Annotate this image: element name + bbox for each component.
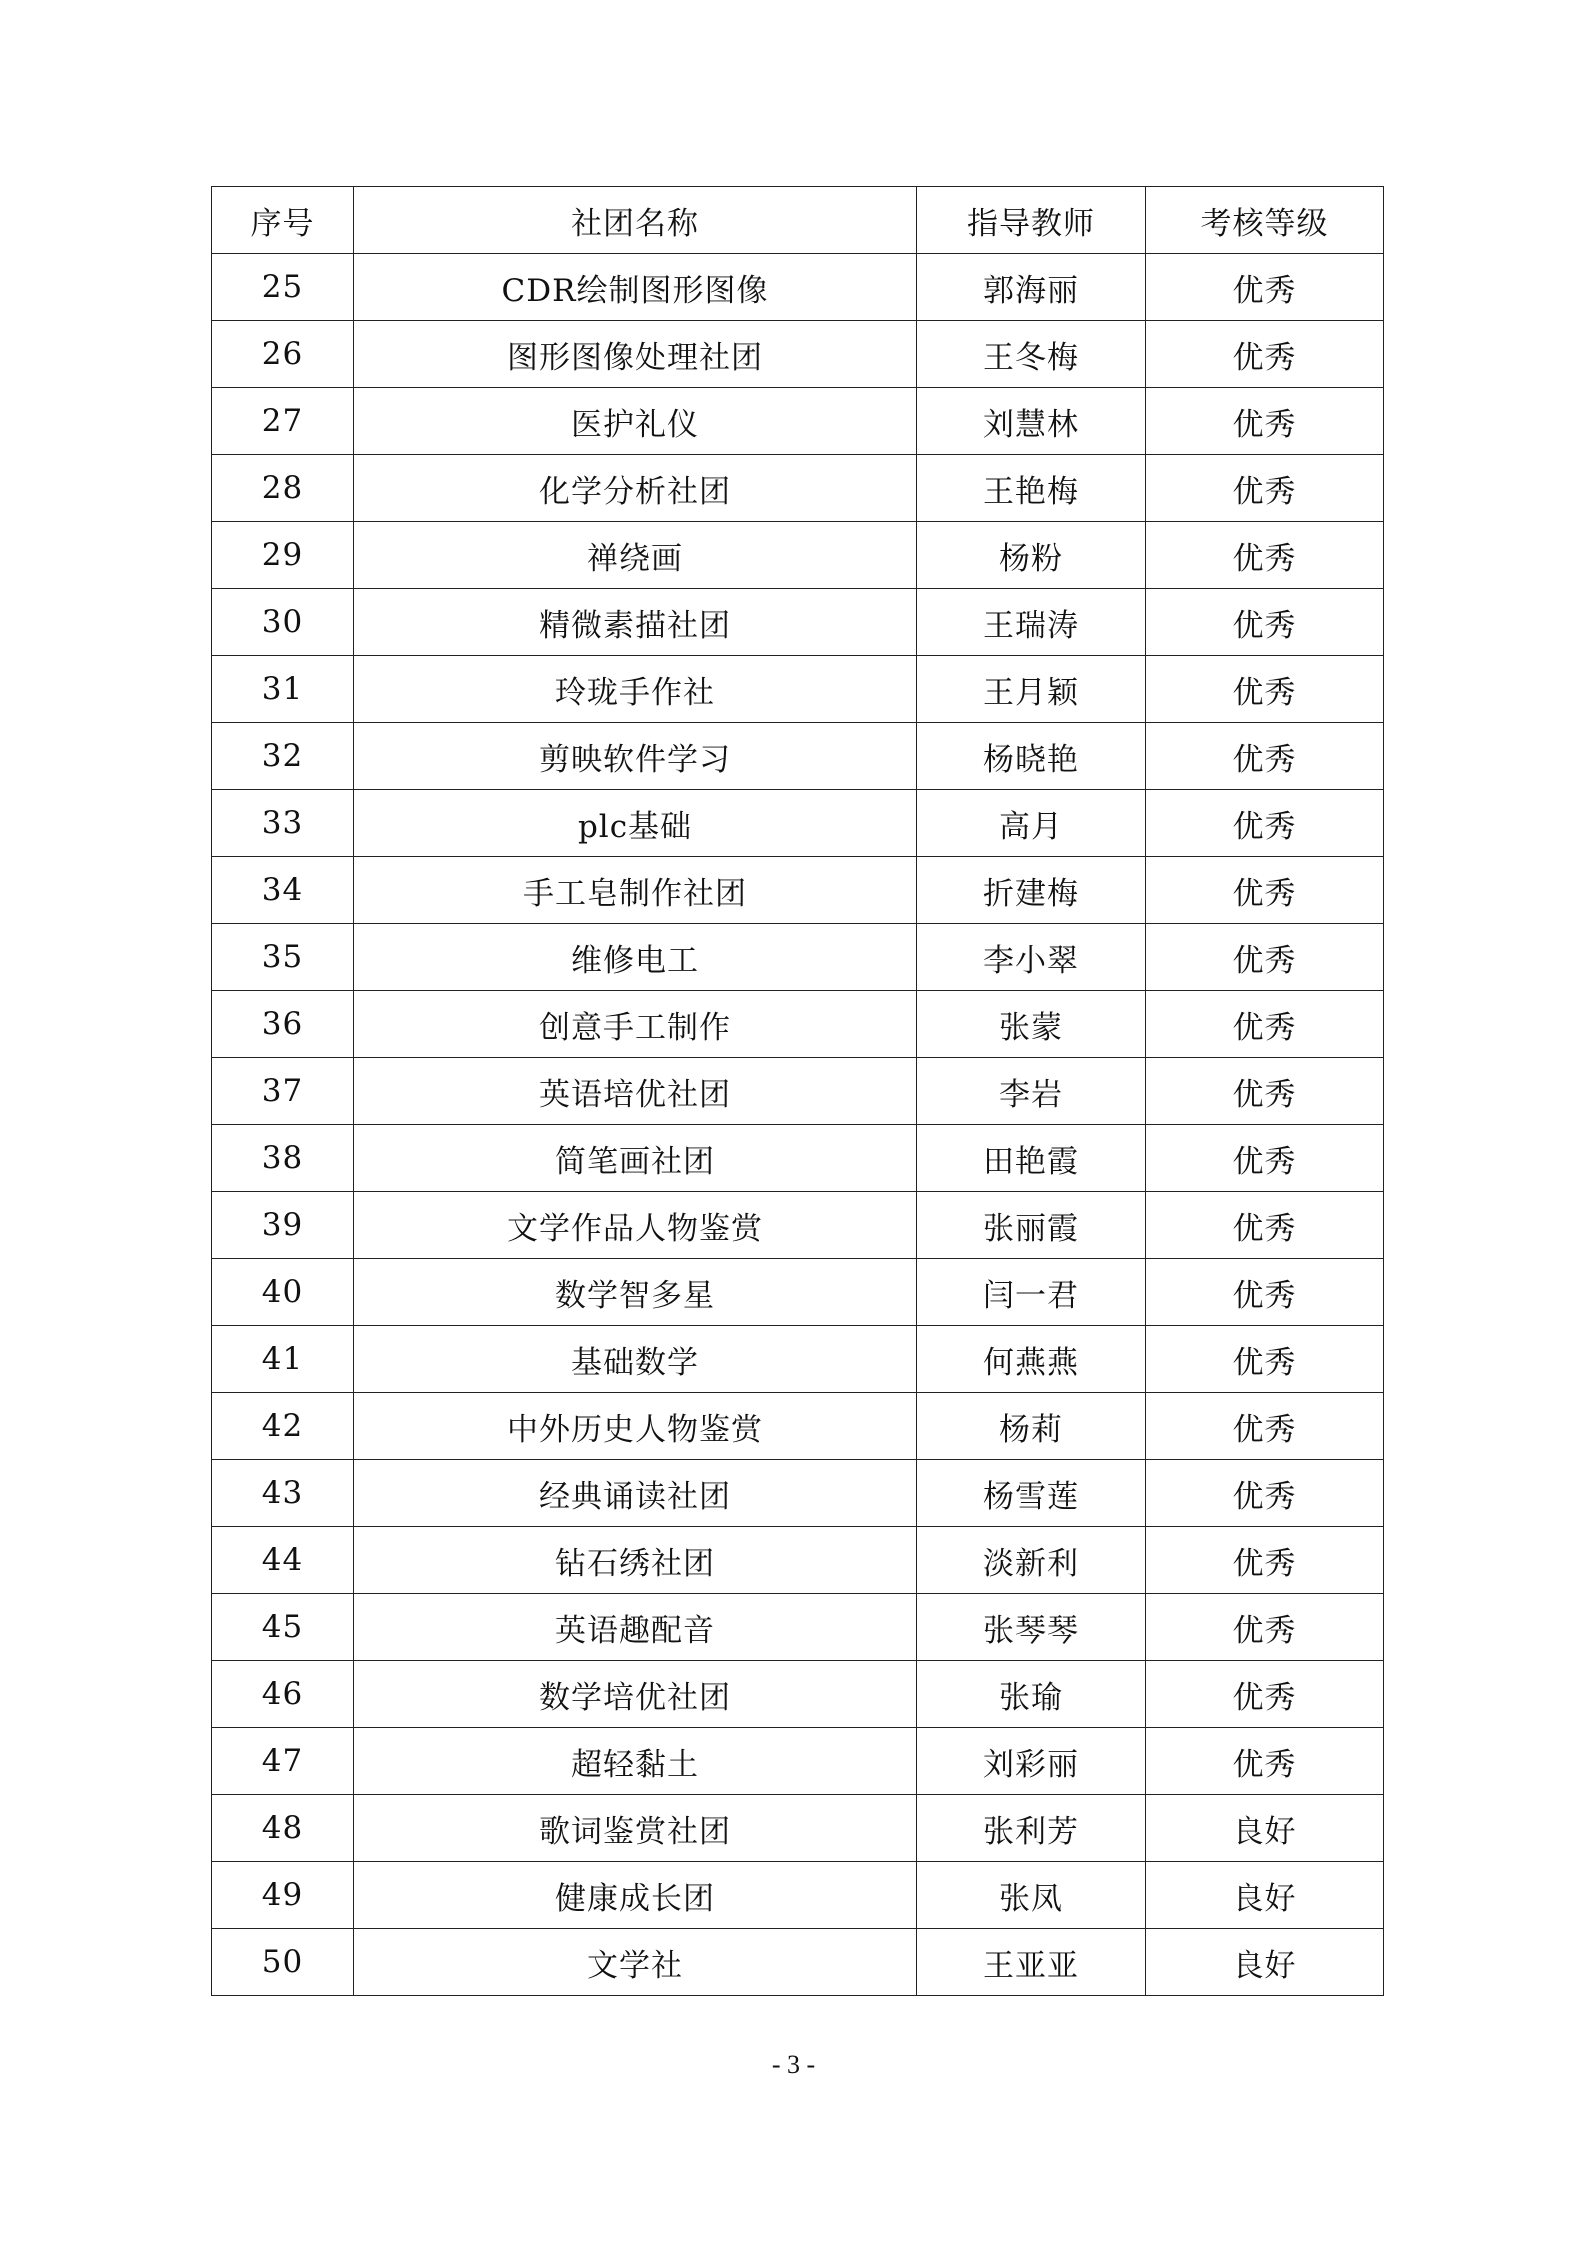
cell-teacher: 张利芳	[917, 1795, 1146, 1862]
cell-grade: 优秀	[1146, 857, 1384, 924]
table-row	[212, 790, 1384, 857]
table-row	[212, 1929, 1384, 1996]
cell-index: 31	[212, 656, 354, 723]
cell-club-name: 维修电工	[354, 924, 917, 991]
cell-index: 25	[212, 254, 354, 321]
table-row	[212, 1326, 1384, 1393]
table-row	[212, 1594, 1384, 1661]
table-row	[212, 254, 1384, 321]
cell-index: 42	[212, 1393, 354, 1460]
cell-index: 27	[212, 388, 354, 455]
cell-grade: 优秀	[1146, 522, 1384, 589]
cell-grade: 优秀	[1146, 790, 1384, 857]
cell-teacher: 王冬梅	[917, 321, 1146, 388]
cell-index: 41	[212, 1326, 354, 1393]
cell-teacher: 杨莉	[917, 1393, 1146, 1460]
header-teacher: 指导教师	[917, 187, 1146, 254]
table-body	[212, 254, 1384, 1996]
cell-club-name: 手工皂制作社团	[354, 857, 917, 924]
cell-grade: 优秀	[1146, 388, 1384, 455]
cell-club-name: 中外历史人物鉴赏	[354, 1393, 917, 1460]
cell-club-name: 英语培优社团	[354, 1058, 917, 1125]
table-row	[212, 388, 1384, 455]
cell-index: 32	[212, 723, 354, 790]
cell-club-name: 钻石绣社团	[354, 1527, 917, 1594]
header-index: 序号	[212, 187, 354, 254]
page-number: - 3 -	[771, 2050, 816, 2079]
cell-teacher: 折建梅	[917, 857, 1146, 924]
cell-index: 49	[212, 1862, 354, 1929]
cell-index: 44	[212, 1527, 354, 1594]
cell-index: 34	[212, 857, 354, 924]
cell-grade: 优秀	[1146, 1393, 1384, 1460]
cell-club-name: 文学作品人物鉴赏	[354, 1192, 917, 1259]
cell-club-name: 医护礼仪	[354, 388, 917, 455]
table-row	[212, 1728, 1384, 1795]
cell-grade: 优秀	[1146, 723, 1384, 790]
table-row	[212, 991, 1384, 1058]
cell-index: 38	[212, 1125, 354, 1192]
cell-club-name: 经典诵读社团	[354, 1460, 917, 1527]
table-row	[212, 656, 1384, 723]
cell-teacher: 李岩	[917, 1058, 1146, 1125]
table-row	[212, 1795, 1384, 1862]
cell-teacher: 杨雪莲	[917, 1460, 1146, 1527]
table-header-row	[212, 187, 1384, 254]
cell-grade: 优秀	[1146, 321, 1384, 388]
cell-teacher: 杨粉	[917, 522, 1146, 589]
cell-grade: 优秀	[1146, 1259, 1384, 1326]
cell-teacher: 王艳梅	[917, 455, 1146, 522]
cell-grade: 良好	[1146, 1795, 1384, 1862]
cell-teacher: 淡新利	[917, 1527, 1146, 1594]
cell-grade: 优秀	[1146, 991, 1384, 1058]
cell-teacher: 张凤	[917, 1862, 1146, 1929]
header-club-name: 社团名称	[354, 187, 917, 254]
cell-club-name: 英语趣配音	[354, 1594, 917, 1661]
cell-teacher: 高月	[917, 790, 1146, 857]
cell-club-name: 文学社	[354, 1929, 917, 1996]
cell-grade: 优秀	[1146, 254, 1384, 321]
cell-club-name: 图形图像处理社团	[354, 321, 917, 388]
cell-club-name: 基础数学	[354, 1326, 917, 1393]
cell-teacher: 张丽霞	[917, 1192, 1146, 1259]
cell-teacher: 王瑞涛	[917, 589, 1146, 656]
cell-grade: 优秀	[1146, 1728, 1384, 1795]
cell-grade: 优秀	[1146, 656, 1384, 723]
cell-teacher: 刘慧林	[917, 388, 1146, 455]
table-row	[212, 1527, 1384, 1594]
cell-club-name: 数学智多星	[354, 1259, 917, 1326]
table-row	[212, 455, 1384, 522]
cell-index: 29	[212, 522, 354, 589]
cell-club-name: 化学分析社团	[354, 455, 917, 522]
cell-club-name: 健康成长团	[354, 1862, 917, 1929]
cell-grade: 优秀	[1146, 455, 1384, 522]
cell-club-name: 创意手工制作	[354, 991, 917, 1058]
cell-club-name: 剪映软件学习	[354, 723, 917, 790]
cell-club-name: 超轻黏土	[354, 1728, 917, 1795]
table-row	[212, 723, 1384, 790]
cell-teacher: 何燕燕	[917, 1326, 1146, 1393]
cell-index: 45	[212, 1594, 354, 1661]
club-assessment-table	[211, 186, 1384, 1996]
cell-grade: 优秀	[1146, 1192, 1384, 1259]
cell-index: 30	[212, 589, 354, 656]
table-row	[212, 857, 1384, 924]
cell-teacher: 张蒙	[917, 991, 1146, 1058]
cell-teacher: 王亚亚	[917, 1929, 1146, 1996]
cell-club-name: plc基础	[354, 790, 917, 857]
cell-index: 50	[212, 1929, 354, 1996]
table-row	[212, 321, 1384, 388]
cell-teacher: 田艳霞	[917, 1125, 1146, 1192]
cell-teacher: 闫一君	[917, 1259, 1146, 1326]
table-row	[212, 522, 1384, 589]
cell-index: 46	[212, 1661, 354, 1728]
cell-grade: 优秀	[1146, 1058, 1384, 1125]
cell-grade: 优秀	[1146, 1661, 1384, 1728]
cell-grade: 优秀	[1146, 924, 1384, 991]
cell-club-name: 简笔画社团	[354, 1125, 917, 1192]
table-row	[212, 1125, 1384, 1192]
cell-teacher: 杨晓艳	[917, 723, 1146, 790]
table-row	[212, 1192, 1384, 1259]
table-row	[212, 1862, 1384, 1929]
cell-club-name: 精微素描社团	[354, 589, 917, 656]
cell-index: 40	[212, 1259, 354, 1326]
table-row	[212, 1460, 1384, 1527]
cell-club-name: 禅绕画	[354, 522, 917, 589]
cell-grade: 优秀	[1146, 1125, 1384, 1192]
cell-grade: 优秀	[1146, 1527, 1384, 1594]
cell-index: 28	[212, 455, 354, 522]
cell-grade: 优秀	[1146, 1326, 1384, 1393]
cell-grade: 优秀	[1146, 1460, 1384, 1527]
table-row	[212, 924, 1384, 991]
cell-teacher: 张琴琴	[917, 1594, 1146, 1661]
cell-index: 35	[212, 924, 354, 991]
cell-teacher: 郭海丽	[917, 254, 1146, 321]
header-grade: 考核等级	[1146, 187, 1384, 254]
cell-club-name: 数学培优社团	[354, 1661, 917, 1728]
cell-grade: 优秀	[1146, 1594, 1384, 1661]
table-row	[212, 1661, 1384, 1728]
cell-teacher: 李小翠	[917, 924, 1146, 991]
cell-teacher: 王月颖	[917, 656, 1146, 723]
cell-index: 37	[212, 1058, 354, 1125]
cell-index: 43	[212, 1460, 354, 1527]
table-row	[212, 1259, 1384, 1326]
table-row	[212, 1393, 1384, 1460]
cell-grade: 优秀	[1146, 589, 1384, 656]
cell-index: 33	[212, 790, 354, 857]
cell-index: 39	[212, 1192, 354, 1259]
cell-index: 47	[212, 1728, 354, 1795]
table-row	[212, 589, 1384, 656]
cell-index: 36	[212, 991, 354, 1058]
cell-grade: 良好	[1146, 1929, 1384, 1996]
cell-teacher: 张瑜	[917, 1661, 1146, 1728]
cell-club-name: CDR绘制图形图像	[354, 254, 917, 321]
cell-index: 48	[212, 1795, 354, 1862]
table-row	[212, 1058, 1384, 1125]
cell-grade: 良好	[1146, 1862, 1384, 1929]
cell-club-name: 歌词鉴赏社团	[354, 1795, 917, 1862]
cell-index: 26	[212, 321, 354, 388]
cell-teacher: 刘彩丽	[917, 1728, 1146, 1795]
cell-club-name: 玲珑手作社	[354, 656, 917, 723]
